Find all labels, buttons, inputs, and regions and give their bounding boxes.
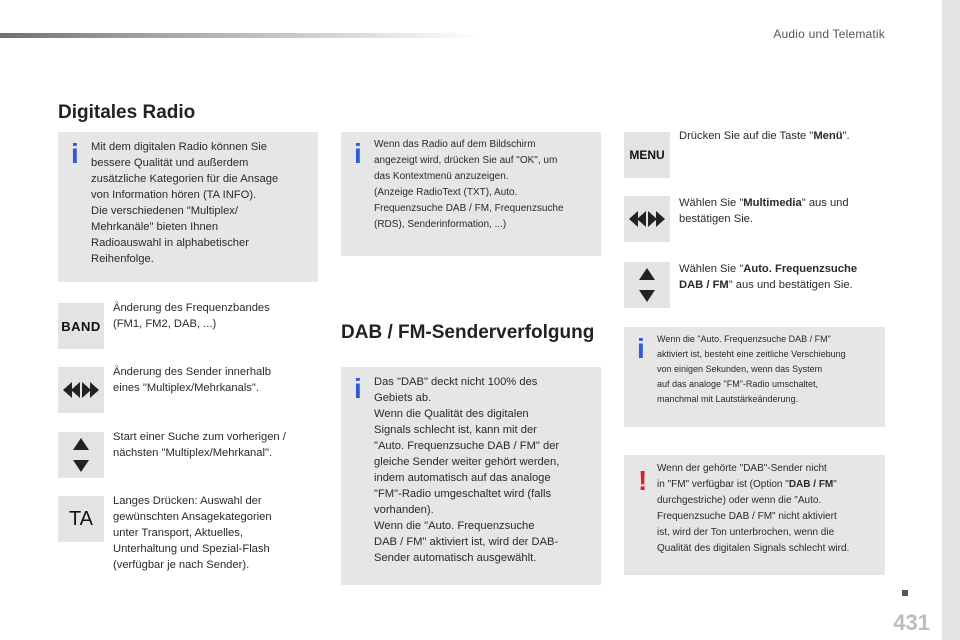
desc-text: Wählen Sie " [679,197,744,209]
seek-arrows-icon [624,196,670,242]
up-down-arrows-icon [624,262,670,308]
desc-text: ". [842,130,850,142]
band-description: Änderung des Frequenzbandes (FM1, FM2, DAB, ...) [113,302,270,330]
info-box-digital-radio [58,132,318,282]
warning-box-text [657,461,883,557]
warning-icon: ! [638,465,648,496]
ta-description: Langes Drücken: Auswahl der gewünschten Ansagekategorien unter Transport, Aktuelles, Unterhaltung und Spezial-Flash (verfügbar je nach Sender). [113,495,272,571]
desc-text: " aus und bestätigen Sie. [728,279,853,291]
search-description: Start einer Suche zum vorherigen / nächsten "Multiplex/Mehrkanal". [113,431,286,459]
seek-arrows-icon [58,367,104,413]
info-icon: i [354,138,362,169]
info-box-text: Das "DAB" deckt nicht 100% des Gebiets ab. Wenn die Qualität des digitalen Signals schlecht ist, kann mit der "Auto. Frequenzsuche DAB / FM" der gleiche Sender weiter gehört werden, indem automatisch auf das analoge "FM"-Radio umgeschaltet wird (falls vorhanden). Wenn die "Auto. Frequenzsuche DAB / FM" aktiviert ist, wird der DAB- Sender automatisch ausgewählt. [374,376,560,564]
info-box-text-content: Wenn das Radio auf dem Bildschirm angezeigt wird, drücken Sie auf "OK", um das Kontextmenü anzuzeigen. (Anzeige RadioText (TXT), Auto. Frequenzsuche DAB / FM, Frequenzsuche (RDS), Senderinformation, ...) [374,139,564,230]
desc-bold: Menü [813,130,843,142]
seek-description: Änderung des Sender innerhalb eines "Multiplex/Mehrkanals". [113,366,271,394]
ta-button-icon [58,496,104,542]
info-icon: i [637,333,645,364]
seek-arrows-icon-graphic [628,209,666,229]
section-title-digitales-radio: Digitales Radio [58,102,196,123]
seek-arrows-icon-graphic [62,380,100,400]
desc-text: " aus und bestätigen Sie. [679,197,849,225]
info-box-dab-coverage [341,367,601,585]
header-gradient-bar [0,33,480,38]
up-down-arrows-icon [58,432,104,478]
desc-text: Wählen Sie " [679,263,744,275]
chapter-title: Audio und Telematik [773,27,885,41]
info-box-text: Wenn die "Auto. Frequenzsuche DAB / FM" aktiviert ist, besteht eine zeitliche Verschiebung von einigen Sekunden, wenn das System auf das analoge "FM"-Radio umschaltet, manchmal mit Lautstärkeänderung. [657,334,846,404]
up-down-arrows-icon-graphic [71,436,91,474]
info-icon: i [71,138,79,169]
band-button-label: BAND [61,318,101,334]
footer-marker [902,590,908,596]
multimedia-description [679,195,879,227]
warning-text: Wenn der gehörte "DAB"-Sender nicht in "FM" verfügbar ist (Option " [657,463,827,490]
warning-box-signal [624,455,885,575]
menu-description [679,128,879,144]
info-box-text [374,137,598,233]
warning-bold: DAB / FM [788,479,834,490]
page-number: 431 [893,610,930,635]
info-box-context-menu [341,132,601,256]
page-edge-strip [942,0,960,640]
auto-frequency-description [679,261,879,293]
menu-button-label: MENU [629,148,665,162]
info-box-text: Mit dem digitalen Radio können Sie bessere Qualität und außerdem zusätzliche Kategorien für die Ansage von Information hören (TA INFO). Die verschiedenen "Multiplex/ Mehrkanäle" bieten Ihnen Radioauswahl in alphabetischer Reihenfolge. [91,141,279,265]
ta-button-label: TA [68,507,94,530]
desc-bold: Multimedia [743,197,802,209]
desc-bold: Auto. Frequenzsuche DAB / FM [679,263,858,291]
info-box-time-shift [624,327,885,427]
desc-text: Drücken Sie auf die Taste " [679,130,814,142]
warning-text: " durchgestriche) oder wenn die "Auto. Frequenzsuche DAB / FM" nicht aktiviert ist, wird der Ton unterbrochen, wenn die Qualität des digitalen Signals schlecht wird. [657,479,850,554]
up-down-arrows-icon-graphic [637,266,657,304]
menu-button-icon [624,132,670,178]
band-button-icon [58,303,104,349]
info-icon: i [354,373,362,404]
section-title-dab-fm: DAB / FM-Senderverfolgung [341,322,595,343]
